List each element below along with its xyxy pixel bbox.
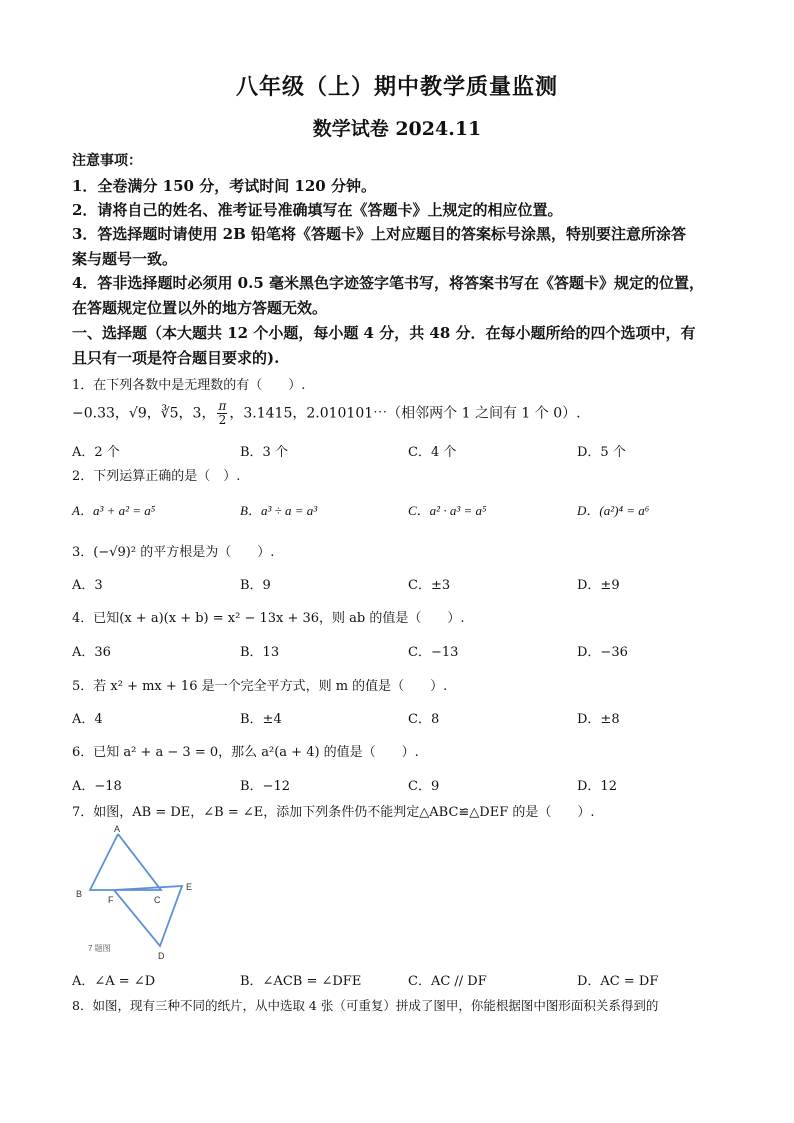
q4-option-d: D．−36 [577,645,628,660]
notice-item: 4．答非选择题时必须用 0.5 毫米黑色字迹签字笔书写，将答案书写在《答题卡》规定的位置， [72,274,704,292]
q1-option-c: C．4 个 [408,445,457,460]
q6-option-c: C．9 [408,779,440,794]
q5-option-a: A．4 [72,712,103,727]
figure-lines [90,834,182,946]
q7-option-d: D．AC = DF [577,974,659,989]
q2-option-b: B．a³ ÷ a = a³ [240,503,318,518]
figure-caption: 7 题图 [88,944,111,953]
q4-option-a: A．36 [72,645,111,660]
q5-option-b: B．±4 [240,712,282,727]
triangle-def [114,886,182,946]
notice-item: 3．答选择题时请使用 2B 铅笔将《答题卡》上对应题目的答案标号涂黑，特别要注意所涂答 [72,225,687,243]
question-3-stem: 3．(−√9)² 的平方根是为（ ）. [72,545,275,560]
notice-item: 2．请将自己的姓名、准考证号准确填写在《答题卡》上规定的相应位置。 [72,201,563,219]
section-heading-cont: 且只有一项是符合题目要求的). [72,349,280,367]
q6-option-b: B．−12 [240,779,290,794]
question-7-stem: 7．如图，AB = DE，∠B = ∠E，添加下列条件仍不能判定△ABC≌△DEF 的是（ ）. [72,805,595,820]
question-1-stem: 1．在下列各数中是无理数的有（ ）. [72,378,306,393]
point-label-b: B [76,889,83,899]
q3-option-b: B．9 [240,578,271,593]
point-label-d: D [158,951,165,961]
q3-option-d: D．±9 [577,578,620,593]
q6-option-a: A．−18 [72,779,122,794]
question-5-stem: 5．若 x² + mx + 16 是一个完全平方式，则 m 的值是（ ）. [72,679,448,694]
q6-option-d: D．12 [577,779,617,794]
notice-heading: 注意事项： [72,153,142,169]
point-label-a: A [114,824,121,834]
notice-item: 案与题号一致。 [72,250,178,268]
exam-title: 八年级（上）期中教学质量监测 [235,74,558,100]
point-label-e: E [186,882,193,892]
point-label-f: F [108,895,114,905]
q7-option-b: B．∠ACB = ∠DFE [240,974,362,989]
q1-option-d: D．5 个 [577,445,626,460]
q5-option-d: D．±8 [577,712,620,727]
question-4-stem: 4．已知(x + a)(x + b) = x² − 13x + 36，则 ab 的值是（ ）. [72,611,465,626]
pi-over-2-fraction [217,400,227,427]
exam-subtitle: 数学试卷 2024.11 [312,118,482,140]
fraction-numerator: π [218,399,227,413]
q7-option-c: C．AC // DF [408,974,487,989]
question-6-stem: 6．已知 a² + a − 3 = 0，那么 a²(a + 4) 的值是（ ）. [72,745,419,760]
q3-option-c: C．±3 [408,578,451,593]
q2-option-d: D．(a²)⁴ = a⁶ [577,503,650,518]
numbers-part-1: −0.33，√9，∛5，3， [72,405,216,422]
triangle-figure [74,822,204,962]
question-2-stem: 2．下列运算正确的是（ ）. [72,469,241,484]
q4-option-b: B．13 [240,645,280,660]
q3-option-a: A．3 [72,578,103,593]
q2-option-c: C．a² · a³ = a⁵ [408,503,487,518]
point-label-c: C [154,895,161,905]
q4-option-c: C．−13 [408,645,459,660]
notice-item: 在答题规定位置以外的地方答题无效。 [72,299,328,317]
q5-option-c: C．8 [408,712,440,727]
q1-option-a: A．2 个 [72,445,120,460]
question-1-numbers [72,400,732,427]
numbers-part-2: ，3.1415，2.010101⋯（相邻两个 1 之间有 1 个 0）. [229,405,581,422]
triangle-abc [90,834,161,890]
q2-option-a: A．a³ + a² = a⁵ [72,503,156,518]
section-heading: 一、选择题（本大题共 12 个小题，每小题 4 分，共 48 分．在每小题所给的四个选项中，有 [72,324,696,342]
fraction-denominator: 2 [218,413,227,427]
notice-item: 1．全卷满分 150 分，考试时间 120 分钟。 [72,177,376,195]
question-8-stem: 8．如图，现有三种不同的纸片，从中选取 4 张（可重复）拼成了图甲，你能根据图中图形面积关系得到的 [72,998,659,1013]
q7-option-a: A．∠A = ∠D [72,974,156,989]
q1-option-b: B．3 个 [240,445,288,460]
